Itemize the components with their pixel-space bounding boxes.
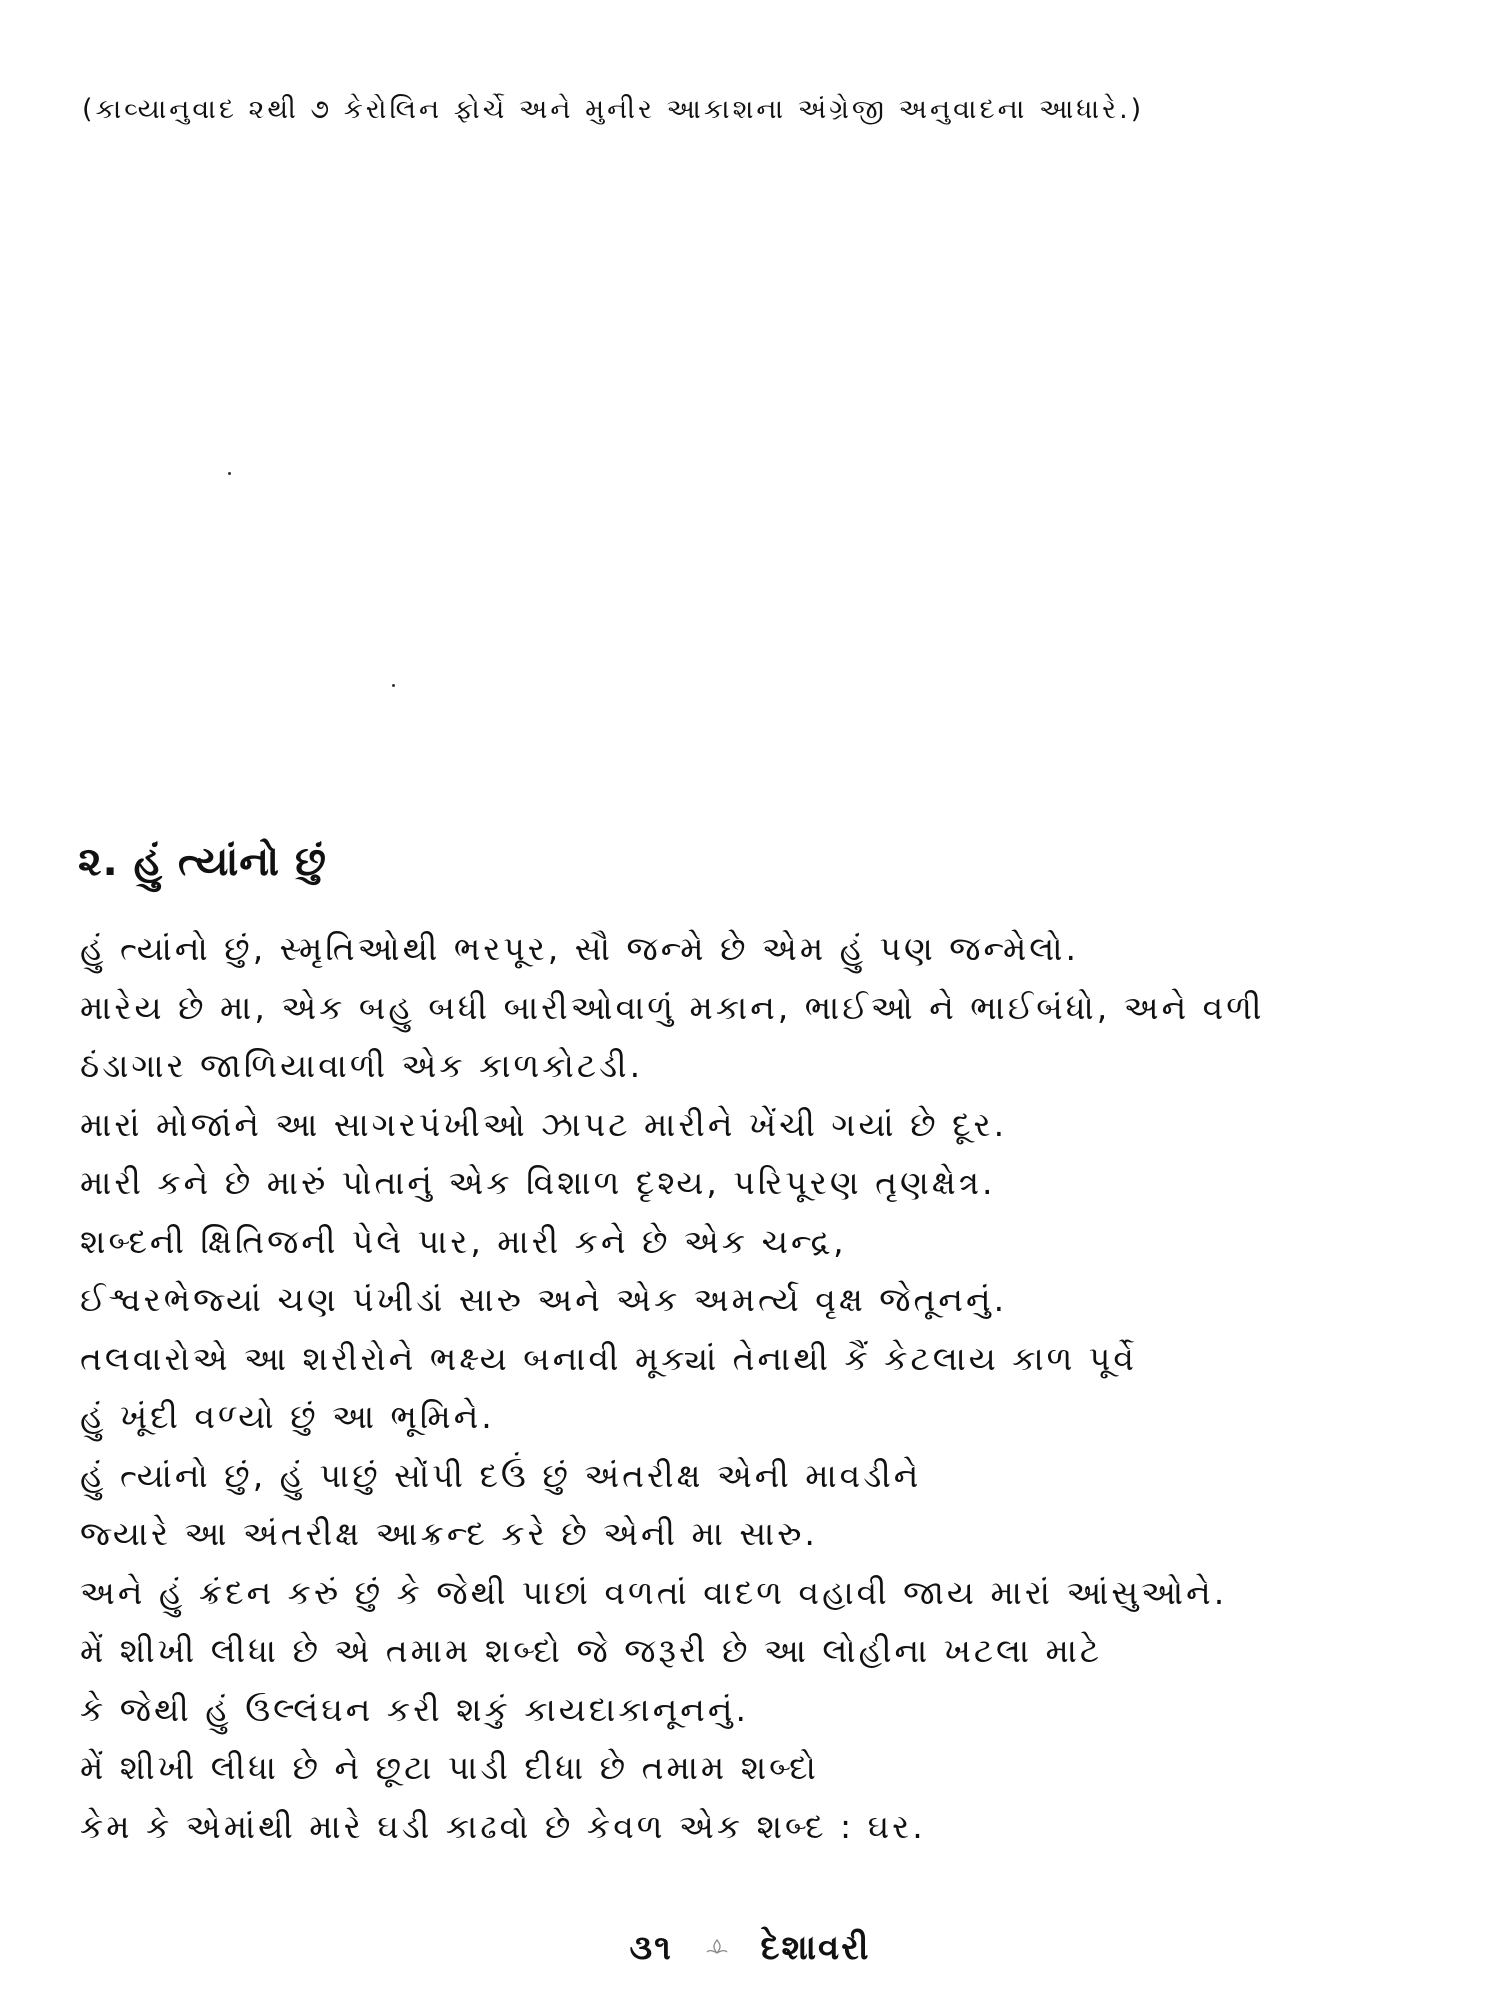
flower-ornament-icon xyxy=(705,1937,729,1963)
poem-line: મેં શીખી લીધા છે એ તમામ શબ્દો જે જરૂરી છે આ લોહીના ખટલા માટે xyxy=(80,1631,1103,1670)
poem-line: અને હું ક્રંદન કરું છું કે જેથી પાછાં વળતાં વાદળ વહાવી જાય મારાં આંસુઓને. xyxy=(80,1572,1228,1612)
page-footer xyxy=(0,1928,1500,1968)
poem-line: મારેય છે મા, એક બહુ બધી બારીઓવાળું મકાન, ભાઈઓ ને ભાઈબંધો, અને વળી xyxy=(80,987,1265,1027)
scan-speck xyxy=(228,472,231,475)
poem-line: મારી કને છે મારું પોતાનું એક વિશાળ દૃશ્ય, પરિપૂરણ તૃણક્ષેત્ર. xyxy=(80,1163,996,1202)
poem-line: ઠંડાગાર જાળિયાવાળી એક કાળકોટડી. xyxy=(80,1046,644,1085)
poem-line: જ્યારે આ અંતરીક્ષ આક્રન્દ કરે છે એની મા સારુ. xyxy=(80,1514,818,1553)
poem-line: મારાં મોજાંને આ સાગરપંખીઓ ઝાપટ મારીને ખેંચી ગયાં છે દૂર. xyxy=(80,1104,1008,1144)
poem-line: હું ત્યાંનો છું, હું પાછું સોંપી દઉં છું અંતરીક્ષ એની માવડીને xyxy=(80,1455,922,1495)
page-number: ૩૧ xyxy=(629,1928,673,1968)
poem-line: કેમ કે એમાંથી મારે ઘડી કાઢવો છે કેવળ એક શબ્દ : ઘર. xyxy=(80,1806,926,1846)
poem-line: તલવારોએ આ શરીરોને ભક્ષ્ય બનાવી મૂક્યાં તેનાથી કૈં કેટલાય કાળ પૂર્વે xyxy=(80,1338,1137,1378)
poem-line: કે જેથી હું ઉલ્લંઘન કરી શકું કાયદાકાનૂનનું. xyxy=(80,1689,749,1729)
translation-note: (કાવ્યાનુવાદ ૨થી ૭ કેરોલિન ફોર્ચે અને મુનીર આકાશના અંગ્રેજી અનુવાદના આધારે.) xyxy=(82,94,1145,125)
poem-line: મેં શીખી લીધા છે ને છૂટા પાડી દીધા છે તમામ શબ્દો xyxy=(80,1748,819,1787)
poem-line: શબ્દની ક્ષિતિજની પેલે પાર, મારી કને છે એક ચન્દ્ર, xyxy=(80,1221,847,1261)
book-title: દેશાવરી xyxy=(760,1928,871,1968)
poem-title: ૨. હું ત્યાંનો છું xyxy=(78,839,327,886)
poem-line: ઈશ્વરભેજ્યાં ચણ પંખીડાં સારુ અને એક અમર્ત્ય વૃક્ષ જેતૂનનું. xyxy=(80,1280,1008,1319)
scan-speck xyxy=(392,684,395,687)
poem-line: હું ખૂંદી વળ્યો છું આ ભૂમિને. xyxy=(80,1397,495,1436)
poem-body xyxy=(80,920,1460,1856)
poem-line: હું ત્યાંનો છું, સ્મૃતિઓથી ભરપૂર, સૌ જન્મે છે એમ હું પણ જન્મેલો. xyxy=(80,929,1079,968)
